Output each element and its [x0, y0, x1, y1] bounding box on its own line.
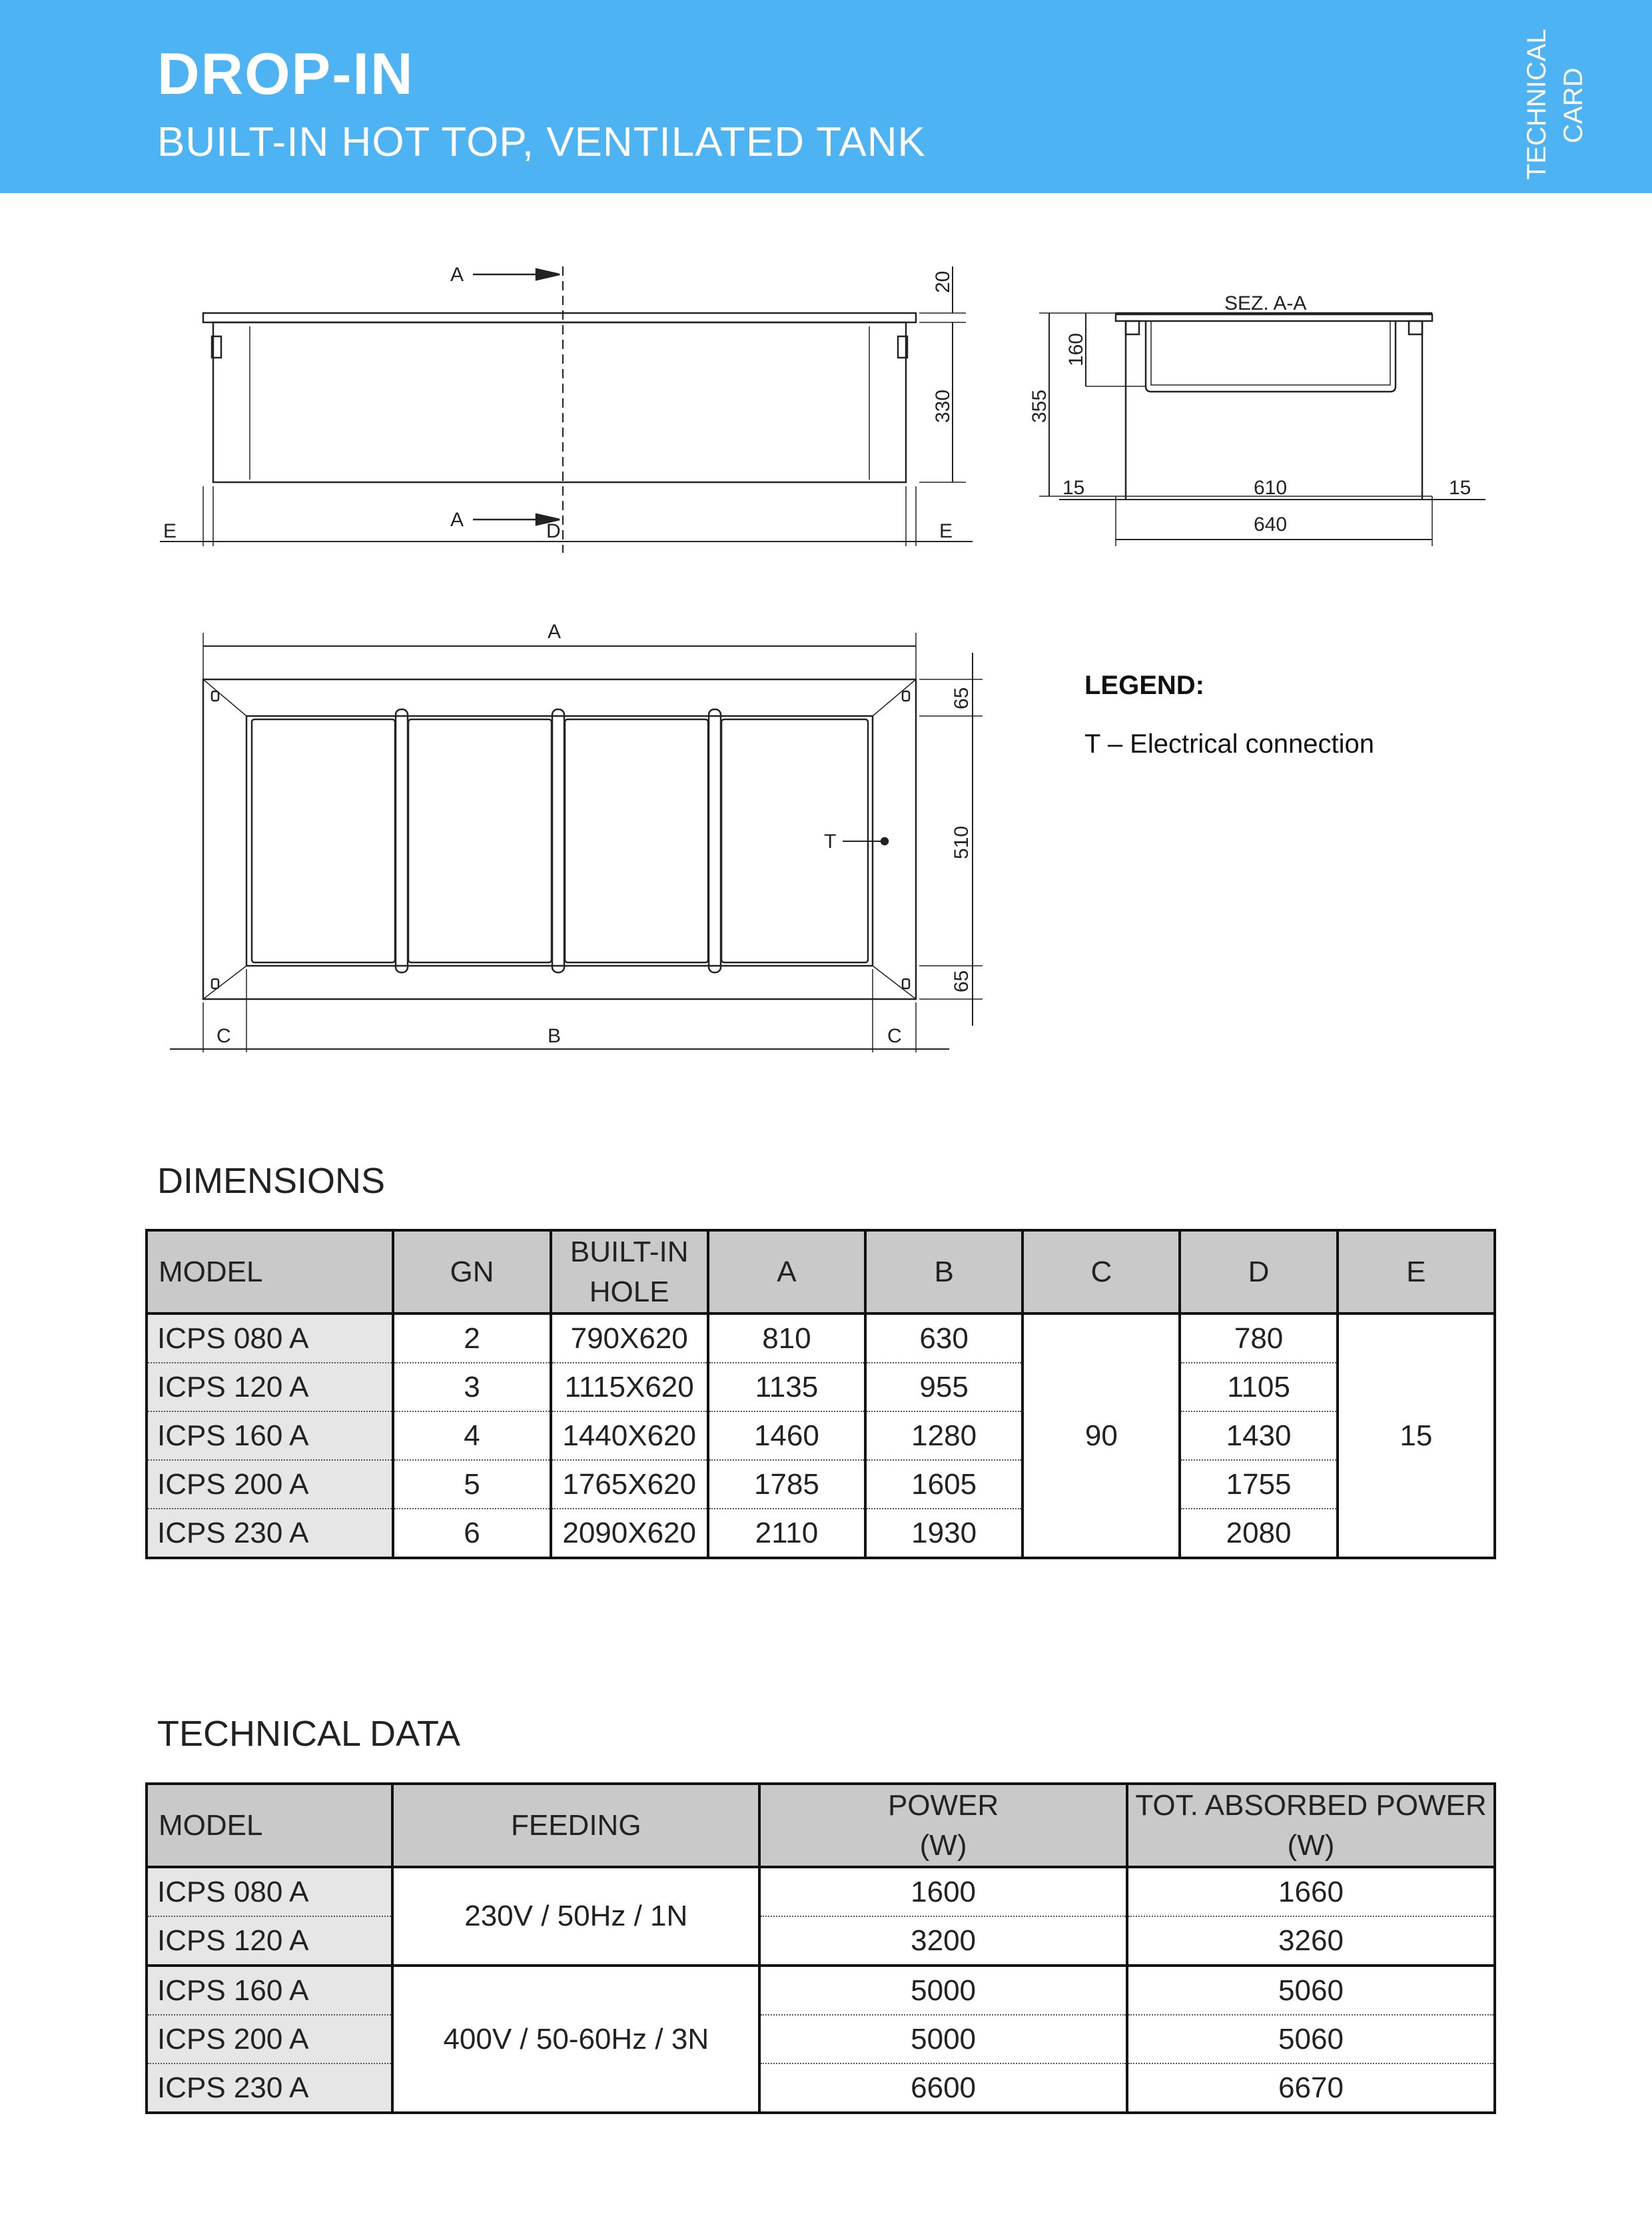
dim-b: 630 — [865, 1313, 1023, 1363]
dim-a: 2110 — [708, 1509, 865, 1558]
tech-header-feeding: FEEDING — [392, 1784, 759, 1867]
dim-a: 1785 — [708, 1460, 865, 1509]
top-view-drawing — [170, 633, 983, 1052]
dim-d: 1430 — [1180, 1411, 1337, 1460]
dim-model: ICPS 160 A — [147, 1411, 393, 1460]
tech-tot: 3260 — [1127, 1916, 1495, 1966]
dim-header-hole-line2: HOLE — [589, 1275, 669, 1308]
top-dim-65-top: 65 — [951, 687, 973, 709]
dim-gn: 2 — [393, 1313, 550, 1363]
tech-header-power-line2: (W) — [919, 1828, 967, 1862]
tech-header-tot-line2: (W) — [1287, 1828, 1335, 1862]
dim-hole: 1115X620 — [551, 1363, 708, 1411]
front-label-e-right: E — [939, 520, 953, 542]
table-row — [147, 2063, 1495, 2113]
dim-gn: 5 — [393, 1460, 550, 1509]
tech-header-tot-line1: TOT. ABSORBED POWER — [1135, 1788, 1487, 1822]
tech-header-power-line1: POWER — [887, 1788, 999, 1822]
dim-d: 1105 — [1180, 1363, 1337, 1411]
dim-header-model: MODEL — [147, 1230, 393, 1313]
section-dim-15-right: 15 — [1449, 477, 1471, 499]
side-label-line2: CARD — [1559, 67, 1588, 143]
dim-hole: 1765X620 — [551, 1460, 708, 1509]
front-view-drawing — [160, 266, 973, 553]
dim-d: 780 — [1180, 1313, 1337, 1363]
tech-power: 1600 — [759, 1867, 1127, 1916]
tech-power: 3200 — [759, 1916, 1127, 1966]
tech-tot: 6670 — [1127, 2063, 1495, 2113]
dim-gn: 6 — [393, 1509, 550, 1558]
table-row — [147, 1867, 1495, 1916]
section-dim-640: 640 — [1254, 514, 1288, 536]
tech-model: ICPS 160 A — [147, 1966, 392, 2015]
dim-hole: 790X620 — [551, 1313, 708, 1363]
dim-header-hole-line1: BUILT-IN — [570, 1235, 689, 1268]
tech-feeding-2: 400V / 50-60Hz / 3N — [392, 1966, 759, 2113]
top-label-b: B — [548, 1025, 562, 1047]
dim-b: 955 — [865, 1363, 1023, 1411]
dim-header-c: C — [1023, 1230, 1180, 1313]
top-label-a: A — [548, 621, 562, 643]
table-row — [147, 2015, 1495, 2063]
dim-header-b: B — [865, 1230, 1023, 1313]
dim-header-e: E — [1338, 1230, 1495, 1313]
dim-header-gn: GN — [393, 1230, 550, 1313]
front-label-e-left: E — [163, 520, 177, 542]
dim-header-a: A — [708, 1230, 865, 1313]
section-title: SEZ. A-A — [1224, 292, 1307, 314]
dim-a: 810 — [708, 1313, 865, 1363]
tech-tot: 5060 — [1127, 1966, 1495, 2015]
section-dim-15-left: 15 — [1062, 477, 1085, 499]
dim-e: 15 — [1338, 1313, 1495, 1558]
dim-hole: 2090X620 — [551, 1509, 708, 1558]
page-title: DROP-IN — [157, 41, 414, 107]
dim-c: 90 — [1023, 1313, 1180, 1558]
technical-data-table — [145, 1782, 1496, 2114]
front-dim-20: 20 — [932, 270, 954, 293]
legend-title: LEGEND: — [1084, 671, 1204, 700]
tech-tot: 5060 — [1127, 2015, 1495, 2063]
table-row — [147, 1966, 1495, 2015]
tech-model: ICPS 230 A — [147, 2063, 392, 2113]
dim-model: ICPS 120 A — [147, 1363, 393, 1411]
dim-gn: 4 — [393, 1411, 550, 1460]
tech-feeding-1: 230V / 50Hz / 1N — [392, 1867, 759, 1966]
tech-power: 6600 — [759, 2063, 1127, 2113]
dim-a: 1460 — [708, 1411, 865, 1460]
dim-b: 1605 — [865, 1460, 1023, 1509]
top-dim-510: 510 — [951, 825, 973, 859]
header-banner — [0, 0, 1652, 193]
tech-model: ICPS 200 A — [147, 2015, 392, 2063]
tech-header-power — [759, 1784, 1127, 1867]
section-dim-160: 160 — [1065, 332, 1087, 366]
dim-gn: 3 — [393, 1363, 550, 1411]
dim-d: 2080 — [1180, 1509, 1337, 1558]
dimensions-table — [145, 1229, 1496, 1559]
tech-header-model: MODEL — [147, 1784, 392, 1867]
front-label-d: D — [546, 520, 561, 542]
top-label-c-left: C — [216, 1025, 231, 1047]
section-view-drawing — [1039, 313, 1485, 546]
technical-drawing — [0, 193, 1652, 1099]
dim-b: 1930 — [865, 1509, 1023, 1558]
technical-card-label — [1522, 27, 1602, 180]
dim-d: 1755 — [1180, 1460, 1337, 1509]
table-row — [147, 1460, 1495, 1509]
page-subtitle: BUILT-IN HOT TOP, VENTILATED TANK — [157, 119, 926, 165]
side-label-line1: TECHNICAL — [1522, 29, 1551, 180]
legend-item-electrical: T – Electrical connection — [1084, 729, 1375, 759]
dim-a: 1135 — [708, 1363, 865, 1411]
top-label-c-right: C — [887, 1025, 902, 1047]
tech-power: 5000 — [759, 2015, 1127, 2063]
top-label-t: T — [824, 831, 837, 853]
dim-model: ICPS 230 A — [147, 1509, 393, 1558]
table-row — [147, 1313, 1495, 1363]
table-row — [147, 1363, 1495, 1411]
dim-header-hole — [551, 1230, 708, 1313]
front-label-a-top: A — [450, 264, 464, 286]
table-row — [147, 1916, 1495, 1966]
tech-model: ICPS 080 A — [147, 1867, 392, 1916]
section-dim-610: 610 — [1254, 477, 1288, 499]
technical-data-title: TECHNICAL DATA — [157, 1714, 461, 1754]
table-row — [147, 1411, 1495, 1460]
tech-power: 5000 — [759, 1966, 1127, 2015]
tech-header-tot — [1127, 1784, 1495, 1867]
dim-model: ICPS 080 A — [147, 1313, 393, 1363]
front-dim-330: 330 — [932, 389, 954, 423]
dim-model: ICPS 200 A — [147, 1460, 393, 1509]
top-dim-65-bottom: 65 — [951, 970, 973, 992]
dimensions-title: DIMENSIONS — [157, 1161, 386, 1201]
tech-tot: 1660 — [1127, 1867, 1495, 1916]
dim-hole: 1440X620 — [551, 1411, 708, 1460]
front-label-a-bottom: A — [450, 509, 464, 531]
dim-header-d: D — [1180, 1230, 1337, 1313]
section-dim-355: 355 — [1029, 389, 1050, 423]
tech-model: ICPS 120 A — [147, 1916, 392, 1966]
table-row — [147, 1509, 1495, 1558]
dim-b: 1280 — [865, 1411, 1023, 1460]
